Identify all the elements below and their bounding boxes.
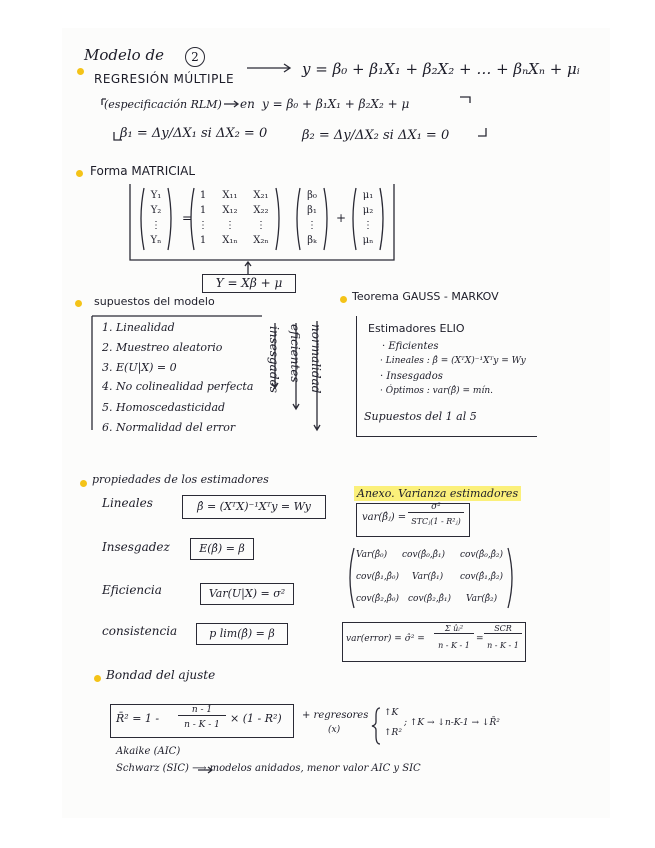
var-error-num2: SCR: [484, 624, 522, 634]
gauss-markov-heading: Teorema GAUSS - MARKOV: [352, 290, 499, 303]
list-item: 1. Linealidad: [102, 321, 175, 334]
mu-vector: μ₁ μ₂ ⋮ μₙ: [362, 190, 374, 246]
gm-item: · Insesgados: [380, 371, 443, 382]
paren-icon: [508, 548, 512, 608]
cov-cell: Var(β̂₂): [466, 594, 498, 604]
beta-vector: β₀ β₁ ⋮ βₖ: [307, 190, 317, 246]
paren-icon: [168, 188, 171, 250]
arrow-icon: [224, 101, 238, 107]
beta1-equation: β₁ = Δy/ΔX₁ si ΔX₂ = 0: [120, 126, 268, 141]
var-error-num1: Σ ûᵢ²: [434, 624, 474, 634]
cov-cell: Var(β̂₁): [412, 572, 444, 582]
paren-icon: [297, 188, 300, 250]
r2-lhs: R̄² = 1 -: [116, 712, 160, 725]
var-error-equals: =: [476, 634, 484, 644]
cov-cell: cov(β̂₂,β̂₀): [356, 594, 400, 604]
arrow-down-icon: [314, 321, 320, 430]
arrow-down-icon: [272, 323, 278, 388]
gauss-markov-title: Estimadores ELIO: [368, 322, 465, 335]
bondad-chain: ; ↑K → ↓n-K-1 → ↓R̄²: [404, 718, 500, 728]
corner-bracket-icon: [460, 97, 470, 103]
paren-icon: [380, 188, 383, 250]
y-vector: Y₁ Y₂ ⋮ Yₙ: [150, 190, 162, 246]
side-label-normalidad: normalidad: [309, 324, 323, 394]
cov-cell: Var(β̂₀): [356, 550, 388, 560]
list-item: 2. Muestreo aleatorio: [102, 341, 223, 354]
paren-icon: [191, 188, 194, 250]
side-label-eficientes: eficientes: [288, 324, 302, 383]
anexo-heading: Anexo. Varianza estimadores: [354, 486, 521, 501]
cov-cell: cov(β̂₂,β̂₁): [408, 594, 452, 604]
var-error-den1: n - K - 1: [438, 641, 470, 650]
var-beta-lhs: var(β̂ⱼ) =: [362, 512, 407, 523]
corner-bracket-icon: [114, 132, 122, 140]
gm-item: · Lineales : β̂ = (XᵀX)⁻¹Xᵀy = Wy: [380, 356, 526, 366]
gm-item: · Óptimos : var(β̂) = mín.: [380, 386, 493, 396]
paren-icon: [350, 548, 354, 608]
spec-en: en: [240, 97, 255, 111]
list-item: 6. Normalidad del error: [102, 421, 236, 434]
prop-formula-consistencia: p lim(β̂) = β: [196, 623, 288, 645]
matrix-equals: =: [182, 211, 193, 225]
list-item: 3. E(U|X) = 0: [102, 361, 177, 374]
arrow-icon: [247, 64, 290, 72]
list-item: 5. Homoscedasticidad: [102, 401, 226, 414]
prop-label-insesgadez: Insesgadez: [102, 540, 170, 554]
arrow-icon: [198, 767, 212, 773]
gm-item: · Eficientes: [382, 341, 439, 352]
spec-label: (especificación RLM): [104, 98, 222, 111]
x-matrix-col1: 1 1 ⋮ 1: [198, 190, 208, 246]
bondad-heading: Bondad del ajuste: [106, 668, 216, 682]
notebook-page: [62, 28, 610, 818]
prop-label-eficiencia: Eficiencia: [102, 583, 162, 597]
sic-label: Schwarz (SIC) ⟶ modelos anidados, menor valor AIC y SIC: [116, 763, 421, 774]
up-k: ↑K: [384, 708, 399, 718]
arrow-down-icon: [293, 323, 299, 409]
title-number-badge: 2: [185, 47, 205, 67]
prop-label-lineales: Lineales: [102, 496, 153, 510]
var-error-lhs: var(error) = σ̂² =: [346, 634, 425, 644]
regresores-label: + regresores: [302, 710, 369, 721]
supuestos-frame: [92, 316, 262, 430]
propiedades-heading: propiedades de los estimadores: [92, 473, 269, 486]
paren-icon: [141, 188, 144, 250]
prop-formula-insesgadez: E(β̂) = β: [190, 538, 254, 560]
x-matrix-col2: X₁₁ X₁₂ ⋮ X₁ₙ: [222, 190, 238, 246]
compact-form-box: Y = Xβ + μ: [202, 274, 296, 293]
x-matrix-col3: X₂₁ X₂₂ ⋮ X₂ₙ: [253, 190, 269, 246]
var-error-den2: n - K - 1: [487, 641, 519, 650]
beta2-equation: β₂ = Δy/ΔX₂ si ΔX₁ = 0: [302, 128, 450, 143]
title-line1: Modelo de: [84, 46, 164, 64]
list-item: 4. No colinealidad perfecta: [102, 380, 254, 393]
paren-icon: [276, 188, 279, 250]
cov-cell: cov(β̂₀,β̂₂): [460, 550, 504, 560]
r2-rhs: × (1 - R²): [230, 712, 282, 725]
brace-icon: [372, 708, 380, 744]
ink-strokes: [62, 28, 610, 818]
prop-formula-lineales: β̂ = (XᵀX)⁻¹Xᵀy = Wy: [182, 495, 326, 519]
forma-matricial-heading: Forma MATRICIAL: [90, 164, 196, 178]
title-line2: REGRESIÓN MÚLTIPLE: [94, 72, 235, 86]
corner-bracket-icon: [478, 128, 486, 136]
corner-bracket-icon: [102, 99, 106, 105]
cov-cell: cov(β̂₁,β̂₀): [356, 572, 400, 582]
spec-equation: y = β₀ + β₁X₁ + β₂X₂ + μ: [262, 97, 410, 111]
cov-cell: cov(β̂₁,β̂₂): [460, 572, 504, 582]
var-beta-numerator: σ²: [408, 502, 464, 513]
matrix-plus: +: [336, 211, 347, 225]
paren-icon: [324, 188, 327, 250]
side-label-insesgados: insesgados: [267, 326, 281, 393]
gauss-markov-footer: Supuestos del 1 al 5: [364, 410, 477, 423]
aic-label: Akaike (AIC): [116, 746, 181, 757]
supuestos-heading: supuestos del modelo: [94, 295, 215, 308]
r2-denominator: n - K - 1: [184, 720, 220, 730]
prop-label-consistencia: consistencia: [102, 624, 178, 638]
r2-numerator: n - 1: [178, 705, 226, 716]
regresores-x: (x): [328, 725, 341, 735]
var-beta-denominator: STCⱼ(1 - R²ⱼ): [411, 517, 461, 526]
paren-icon: [353, 188, 356, 250]
model-equation: y = β₀ + β₁X₁ + β₂X₂ + … + βₙXₙ + μᵢ: [302, 60, 580, 78]
prop-formula-eficiencia: Var(U|X) = σ²: [200, 583, 294, 605]
arrow-up-icon: [245, 262, 251, 274]
up-r2: ↑R²: [384, 728, 402, 738]
cov-cell: cov(β̂₀,β̂₁): [402, 550, 446, 560]
